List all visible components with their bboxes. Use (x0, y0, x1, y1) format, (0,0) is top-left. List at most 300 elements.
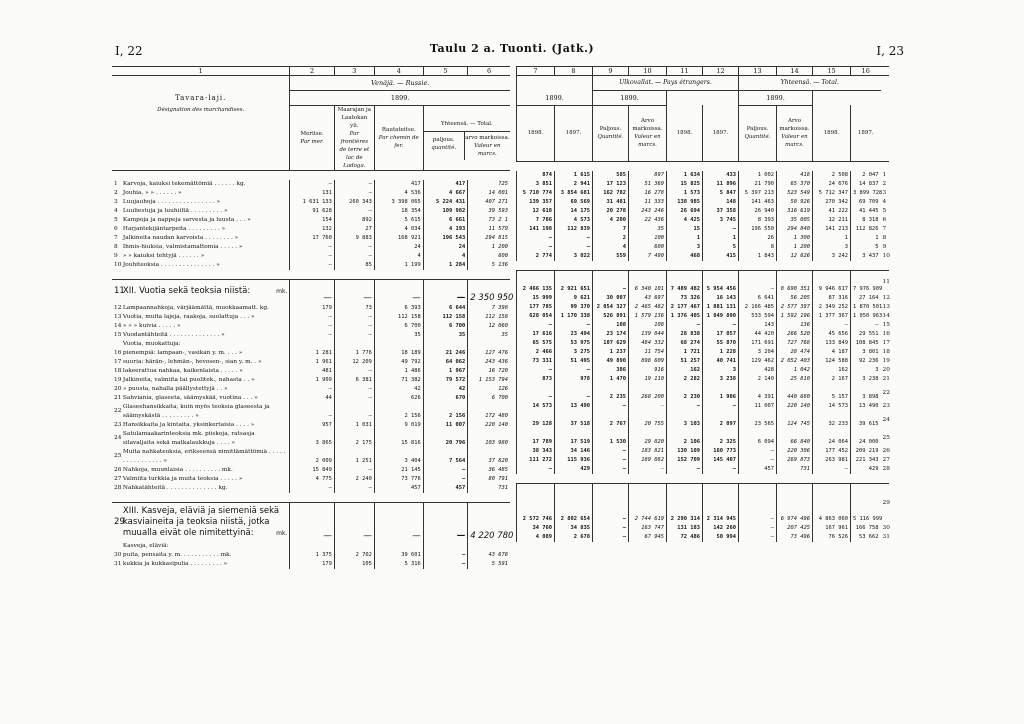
cell-value: 24 (423, 243, 467, 252)
table-row (112, 331, 510, 340)
cell-value: 139 357 (517, 198, 555, 207)
cell-value: 5 397 213 (739, 189, 777, 198)
r-arvo (629, 105, 667, 161)
table-row (112, 180, 510, 189)
row-number: 25 (114, 453, 122, 459)
cell-value: — (703, 321, 739, 330)
cell-value: 31 481 (593, 198, 629, 207)
cell-value: 5 954 456 (703, 270, 739, 294)
cell-value: — (629, 465, 667, 474)
cell-value: — (290, 261, 334, 270)
table-row (112, 207, 510, 216)
table-row (112, 367, 510, 376)
cell-value: 26 940 (739, 207, 777, 216)
cell-value: — (703, 225, 739, 234)
table-row (517, 465, 889, 474)
cell-value: 171 691 (739, 339, 777, 348)
cell-value: 111 272 (517, 456, 555, 465)
cell-value: 428 (739, 366, 777, 375)
cell-value: 13 490 (859, 403, 879, 409)
right-year-c: 1899. (739, 91, 813, 106)
cell-value: 4 089 (517, 533, 555, 542)
spacer-row (112, 171, 510, 181)
colnum: 14 (777, 67, 813, 76)
colnum: 3 (334, 67, 374, 76)
cell-value: 5 712 347 (813, 189, 851, 198)
cell-value: 2 802 654 (555, 484, 593, 524)
cell-value: 108 845 (855, 340, 879, 346)
cell-value: 80 791 (488, 475, 508, 482)
cell-value (468, 542, 510, 551)
cell-value: 41 222 (813, 207, 851, 216)
table-row (112, 340, 510, 349)
row-number-right: 8 (882, 234, 887, 241)
cell-value: 71 382 (374, 376, 423, 385)
cell-value: 26 (739, 234, 777, 243)
rautatie-label: Rautateitse. (381, 127, 416, 133)
cell-value: 16 720 (488, 367, 508, 374)
cell-value: — (517, 465, 555, 474)
cell-value: 6 393 (374, 304, 423, 313)
table-row (517, 207, 889, 216)
cell-value: 72 486 (667, 533, 703, 542)
table-row (517, 402, 889, 411)
cell-value: 7 (593, 225, 629, 234)
table-row (112, 542, 510, 551)
cell-value: 3 238 (862, 376, 879, 382)
cell-value (374, 542, 423, 551)
cell-value: 1 906 (703, 384, 739, 402)
cell-value: 7 786 (517, 216, 555, 225)
cell-value: 4 193 (423, 225, 467, 234)
cell-value: — (593, 533, 629, 542)
cell-value: 6 700 (491, 394, 508, 401)
cell-value: 266 520 (777, 330, 813, 339)
cell-value: 73 776 (374, 475, 423, 484)
table-row (517, 447, 889, 456)
cell-value: 139 044 (629, 330, 667, 339)
cell-value: 2 140 (739, 375, 777, 384)
colnum: 12 (703, 67, 739, 76)
cell-value: — (517, 384, 555, 402)
cell-value: — (703, 465, 739, 474)
cell-value: 160 773 (703, 447, 739, 456)
colnum: 11 (667, 67, 703, 76)
cell-value: — (667, 465, 703, 474)
left-year: 1899. (290, 91, 510, 106)
cell-value: 34 760 (517, 524, 555, 533)
row-label: Nahkoja, muunlaisia . . . . . . . . . . mk. (121, 466, 290, 475)
table-row (112, 394, 510, 403)
cell-value: — (739, 533, 777, 542)
table-row (112, 358, 510, 367)
spacer-cell (112, 493, 510, 503)
table-row (112, 313, 510, 322)
table-row (517, 171, 889, 180)
row-label: Satulamaakarinteoksia mk. piiskoja, ratsasja silavaljaita sekä matkalaukkuja . . . . » (121, 430, 290, 448)
row-number-right: 15 (882, 322, 890, 328)
cell-value: 8 393 (739, 216, 777, 225)
right-group-total: Yhteensä. — Total. (739, 76, 881, 91)
cell-value: — (555, 234, 593, 243)
row-label: » » » kuivia . . . . . » (121, 322, 290, 331)
cell-value: — (334, 502, 374, 542)
cell-value: 15 999 (517, 294, 555, 303)
row-label: Karvoja, kaiuksi tekemättömiä . . . . . . kg. (121, 180, 290, 189)
cell-value: — (290, 484, 334, 493)
cell-value: 21 145 (374, 466, 423, 475)
cell-value: 2 047 (862, 171, 879, 178)
colnum: 16 (851, 67, 881, 76)
cell-value: — (593, 465, 629, 474)
cell-value: 53 662 (859, 533, 879, 540)
cell-value: 3 865 (290, 430, 334, 448)
cell-value: 27 (334, 225, 374, 234)
cell-value: 3 854 681 (555, 189, 593, 198)
cell-value: 2 175 (334, 430, 374, 448)
cell-value: 1 721 (667, 348, 703, 357)
cell-value: 2 235 (593, 384, 629, 402)
cell-value: 73 496 (777, 533, 813, 542)
table-row (517, 533, 889, 542)
cell-value: 5 136 (491, 262, 508, 268)
cell-value: — (629, 402, 667, 411)
cell-value: 3 103 (667, 411, 703, 429)
table-row (517, 456, 889, 465)
cell-value: 17 760 (290, 234, 334, 243)
cell-value: 34 146 (555, 447, 593, 456)
cell-value: 168 921 (374, 234, 423, 243)
cell-value: 7 398 (491, 304, 508, 311)
cell-value: 3 404 (374, 448, 423, 466)
right-column-numbers (517, 67, 889, 76)
cell-value: 1 153 794 (478, 376, 508, 383)
table-row (112, 560, 510, 569)
cell-value: 6 661 (423, 216, 467, 225)
cell-value: 3 398 065 (374, 198, 423, 207)
row-number-right: 30 (882, 524, 890, 531)
cell-value: 5 (703, 243, 739, 252)
cell-value: — (593, 270, 629, 294)
row-number-right: 11 (881, 270, 889, 294)
row-number-right: 10 (882, 252, 890, 259)
cell-value: 99 370 (555, 303, 593, 312)
colnum: 6 (468, 67, 510, 76)
cell-value: 1 870 501 (853, 304, 883, 310)
cell-value: 1 237 (593, 348, 629, 357)
table-row (112, 234, 510, 243)
row-number-right: 5 (882, 207, 887, 214)
spacer-cell (517, 261, 889, 271)
cell-value: — (423, 551, 467, 560)
table-row (517, 375, 889, 384)
cell-value: — (290, 243, 334, 252)
cell-value: 533 594 (739, 312, 777, 321)
cell-value: 163 747 (629, 524, 667, 533)
cell-value: 481 (290, 367, 334, 376)
cell-value: 108 (593, 321, 629, 330)
cell-value: 12 626 (777, 252, 813, 261)
table-row (517, 484, 889, 524)
cell-value: 12 209 (334, 358, 374, 367)
cell-value: 1 042 (777, 366, 813, 375)
row-label: lakeerattua nahkaa, kaikenlaista . . . . . » (121, 367, 290, 376)
cell-value: 3 (813, 243, 851, 252)
cell-value: 6 974 496 (777, 484, 813, 524)
cell-value: 28 474 (777, 348, 813, 357)
row-number: 10 (114, 262, 122, 268)
rautatie-fr: Par chemin de fer. (378, 135, 419, 149)
cell-value: 6 644 (423, 304, 467, 313)
table-row (517, 294, 889, 303)
spacer-cell (112, 270, 510, 280)
cell-value: 5 157 (813, 384, 851, 402)
yhteensa-header (423, 106, 510, 171)
cell-value: 41 445 (859, 207, 879, 214)
cell-value: 3 (703, 366, 739, 375)
cell-value: 13 490 (555, 402, 593, 411)
cell-value: — (739, 484, 777, 524)
row-number: 18 (114, 367, 122, 374)
cell-value: 17 616 (517, 330, 555, 339)
arvo-label: Arvo markoissa. (632, 118, 663, 132)
row-number: 3 (114, 199, 118, 205)
cell-value: 40 741 (703, 357, 739, 366)
cell-value: 978 (555, 375, 593, 384)
cell-value: — (290, 252, 334, 261)
cell-value: 2 230 (667, 384, 703, 402)
cell-value: 23 565 (739, 411, 777, 429)
cell-value: 2 577 397 (777, 303, 813, 312)
cell-value: 2 702 (334, 551, 374, 560)
row-label: Hansikkaita ja kintaita, yksinkertaisia . . . . » (121, 421, 290, 430)
cell-value: 65 575 (517, 339, 555, 348)
right-group-foreign: Ulkovallat. — Pays étrangers. (593, 76, 739, 91)
table-row (112, 421, 510, 430)
r-1898b: 1898. (667, 105, 703, 161)
cell-value: 418 (777, 171, 813, 180)
cell-value: 9 621 (555, 294, 593, 303)
cell-value: 417 (374, 180, 423, 189)
cell-value: — (334, 466, 374, 475)
cell-value: 115 936 (555, 456, 593, 465)
cell-value: — (334, 385, 374, 394)
cell-value: 3 898 (862, 394, 879, 400)
cell-value: 7 489 482 (667, 270, 703, 294)
cell-value: — (423, 475, 467, 484)
cell-value: 126 (498, 385, 508, 392)
left-column-numbers (112, 67, 510, 76)
cell-value: — (423, 502, 467, 542)
cell-value: 142 260 (703, 524, 739, 533)
cell-value: 5 316 (374, 560, 423, 569)
cell-value: — (334, 367, 374, 376)
cell-value: 69 569 (555, 198, 593, 207)
table-row (517, 312, 889, 321)
cell-value: 3 437 (862, 252, 879, 259)
cell-value: 105 (334, 560, 374, 569)
cell-value (334, 542, 374, 551)
table-row (517, 180, 889, 189)
yhteensa-label: Yhteensä. — Total. (424, 117, 510, 132)
arvo-label: arvo markoissa. (465, 134, 510, 141)
cell-value: 1 228 (703, 348, 739, 357)
cell-value: 49 792 (374, 358, 423, 367)
cell-value: 4 425 (667, 216, 703, 225)
cell-value: 3 (667, 243, 703, 252)
table-row (112, 466, 510, 475)
cell-value: — (423, 466, 467, 475)
cell-value: 2 097 (703, 411, 739, 429)
cell-value: — (517, 234, 555, 243)
cell-value: 20 755 (629, 411, 667, 429)
r-paljous2 (739, 105, 777, 161)
cell-value: — (374, 502, 423, 542)
table-row (517, 357, 889, 366)
row-number-right: 19 (882, 358, 890, 364)
cell-value: — (334, 252, 374, 261)
cell-value: 440 680 (777, 384, 813, 402)
cell-value: 26 694 (667, 207, 703, 216)
row-number: 13 (114, 313, 122, 320)
cell-value: 50 994 (703, 533, 739, 542)
cell-value: 100 (629, 234, 667, 243)
colnum: 4 (374, 67, 423, 76)
cell-value: 5 847 (703, 189, 739, 198)
cell-value: 2 052 403 (777, 357, 813, 366)
cell-value: 3 275 (555, 348, 593, 357)
cell-value: 433 (703, 171, 739, 180)
row-label: Jouhiteoksia . . . . . . . . . . . . . . . » (121, 261, 290, 270)
cell-value: 162 (813, 366, 851, 375)
rautatie-header (374, 106, 423, 171)
cell-value: 11 333 (629, 198, 667, 207)
table-row (112, 304, 510, 313)
r-1898: 1898. (517, 105, 555, 161)
cell-value: — (593, 484, 629, 524)
cell-value: 67 945 (629, 533, 667, 542)
cell-value: 152 709 (667, 456, 703, 465)
spacer-row (517, 161, 889, 171)
cell-value: 1 592 196 (777, 312, 813, 321)
table-row (517, 366, 889, 375)
cell-value: 873 (517, 375, 555, 384)
cell-value: 44 420 (739, 330, 777, 339)
cell-value: — (334, 207, 374, 216)
cell-value: 1 200 (491, 244, 508, 250)
cell-value: 2 572 746 (517, 484, 555, 524)
cell-value: 12 060 (488, 322, 508, 329)
row-number-right: 29 (881, 484, 889, 524)
table-row (112, 385, 510, 394)
spacer-row (112, 493, 510, 503)
cell-value: 73 2 1 (488, 217, 508, 223)
cell-value: 209 219 (855, 448, 879, 454)
meritse-fr: Par mer. (300, 139, 324, 145)
cell-value: 24 000 (859, 439, 879, 445)
cell-value: — (334, 403, 374, 421)
cell-value: 294 840 (777, 225, 813, 234)
row-number-right: 26 (882, 448, 890, 454)
cell-value: 2 508 (813, 171, 851, 180)
cell-value: 4 (423, 252, 467, 261)
row-number-right: 23 (882, 403, 890, 409)
cell-value: 53 975 (555, 339, 593, 348)
row-number: 31 (114, 561, 122, 567)
row-label: Nahkatähteitä . . . . . . . . . . . . . . kg. (121, 484, 290, 493)
row-number-right: 2 (882, 180, 887, 187)
cell-value: 55 870 (703, 339, 739, 348)
right-year-b: 1899. (593, 91, 667, 106)
cell-value: 69 709 (859, 198, 879, 205)
row-number: 23 (114, 421, 122, 428)
cell-value: 51 495 (555, 357, 593, 366)
cell-value: 15 849 (290, 466, 334, 475)
cell-value (468, 340, 510, 349)
cell-value: 73 (334, 304, 374, 313)
r-paljous (593, 105, 629, 161)
cell-value: 112 839 (555, 225, 593, 234)
cell-value: 670 (423, 394, 467, 403)
cell-value: 243 436 (485, 358, 508, 365)
table-row (517, 234, 889, 243)
row-number-right: 22 (882, 389, 890, 396)
r-1898c: 1898. (813, 105, 851, 161)
row-label: Jouhia, » » . . . . . . » (121, 189, 290, 198)
cell-value: 2 350 950 (468, 280, 510, 304)
cell-value: 11 007 (423, 421, 467, 430)
cell-value: 731 (777, 465, 813, 474)
cell-value: 37 358 (703, 207, 739, 216)
row-number-right: 20 (882, 367, 890, 373)
cell-value: 15 825 (667, 180, 703, 189)
table-row (517, 330, 889, 339)
row-label: Ihmis-hiuksia, valmistamattomia . . . . . » (121, 243, 290, 252)
cell-value: 17 123 (593, 180, 629, 189)
cell-value: 1 200 (777, 243, 813, 252)
section-unit: mk. (276, 529, 288, 537)
cell-value: 32 233 (813, 411, 851, 429)
table-row (112, 349, 510, 358)
cell-value: 220 140 (485, 421, 508, 428)
table-row (517, 339, 889, 348)
row-number: 28 (114, 484, 122, 491)
cell-value: 526 891 (593, 312, 629, 321)
cell-value: — (813, 321, 851, 330)
cell-value: 4 (374, 252, 423, 261)
row-label: » puusta, nahalla päällystettyjä . . » (121, 385, 290, 394)
cell-value: 220 306 (777, 447, 813, 456)
row-number: 20 (114, 385, 122, 392)
paljous-fr: Quantité. (597, 134, 624, 140)
row-label: puita, pensaita y. m. . . . . . . . . . . mk. (121, 551, 290, 560)
cell-value: 3 851 (517, 180, 555, 189)
page-title: Taulu 2 a. Tuonti. (Jatk.) (429, 42, 595, 55)
cell-value: 141 198 (517, 225, 555, 234)
cell-value: 2 349 252 (813, 303, 851, 312)
cell-value: 112 158 (423, 313, 467, 322)
cell-value: 18 189 (374, 349, 423, 358)
cell-value: 1 199 (374, 261, 423, 270)
cell-value: 132 (290, 225, 334, 234)
cell-value: 1 (667, 234, 703, 243)
cell-value: 29 020 (629, 429, 667, 447)
row-number-right: 21 (882, 376, 890, 382)
cell-value: 35 005 (777, 216, 813, 225)
row-number: 27 (114, 475, 122, 482)
cell-value: 42 (374, 385, 423, 394)
cell-value: 6 700 (374, 322, 423, 331)
